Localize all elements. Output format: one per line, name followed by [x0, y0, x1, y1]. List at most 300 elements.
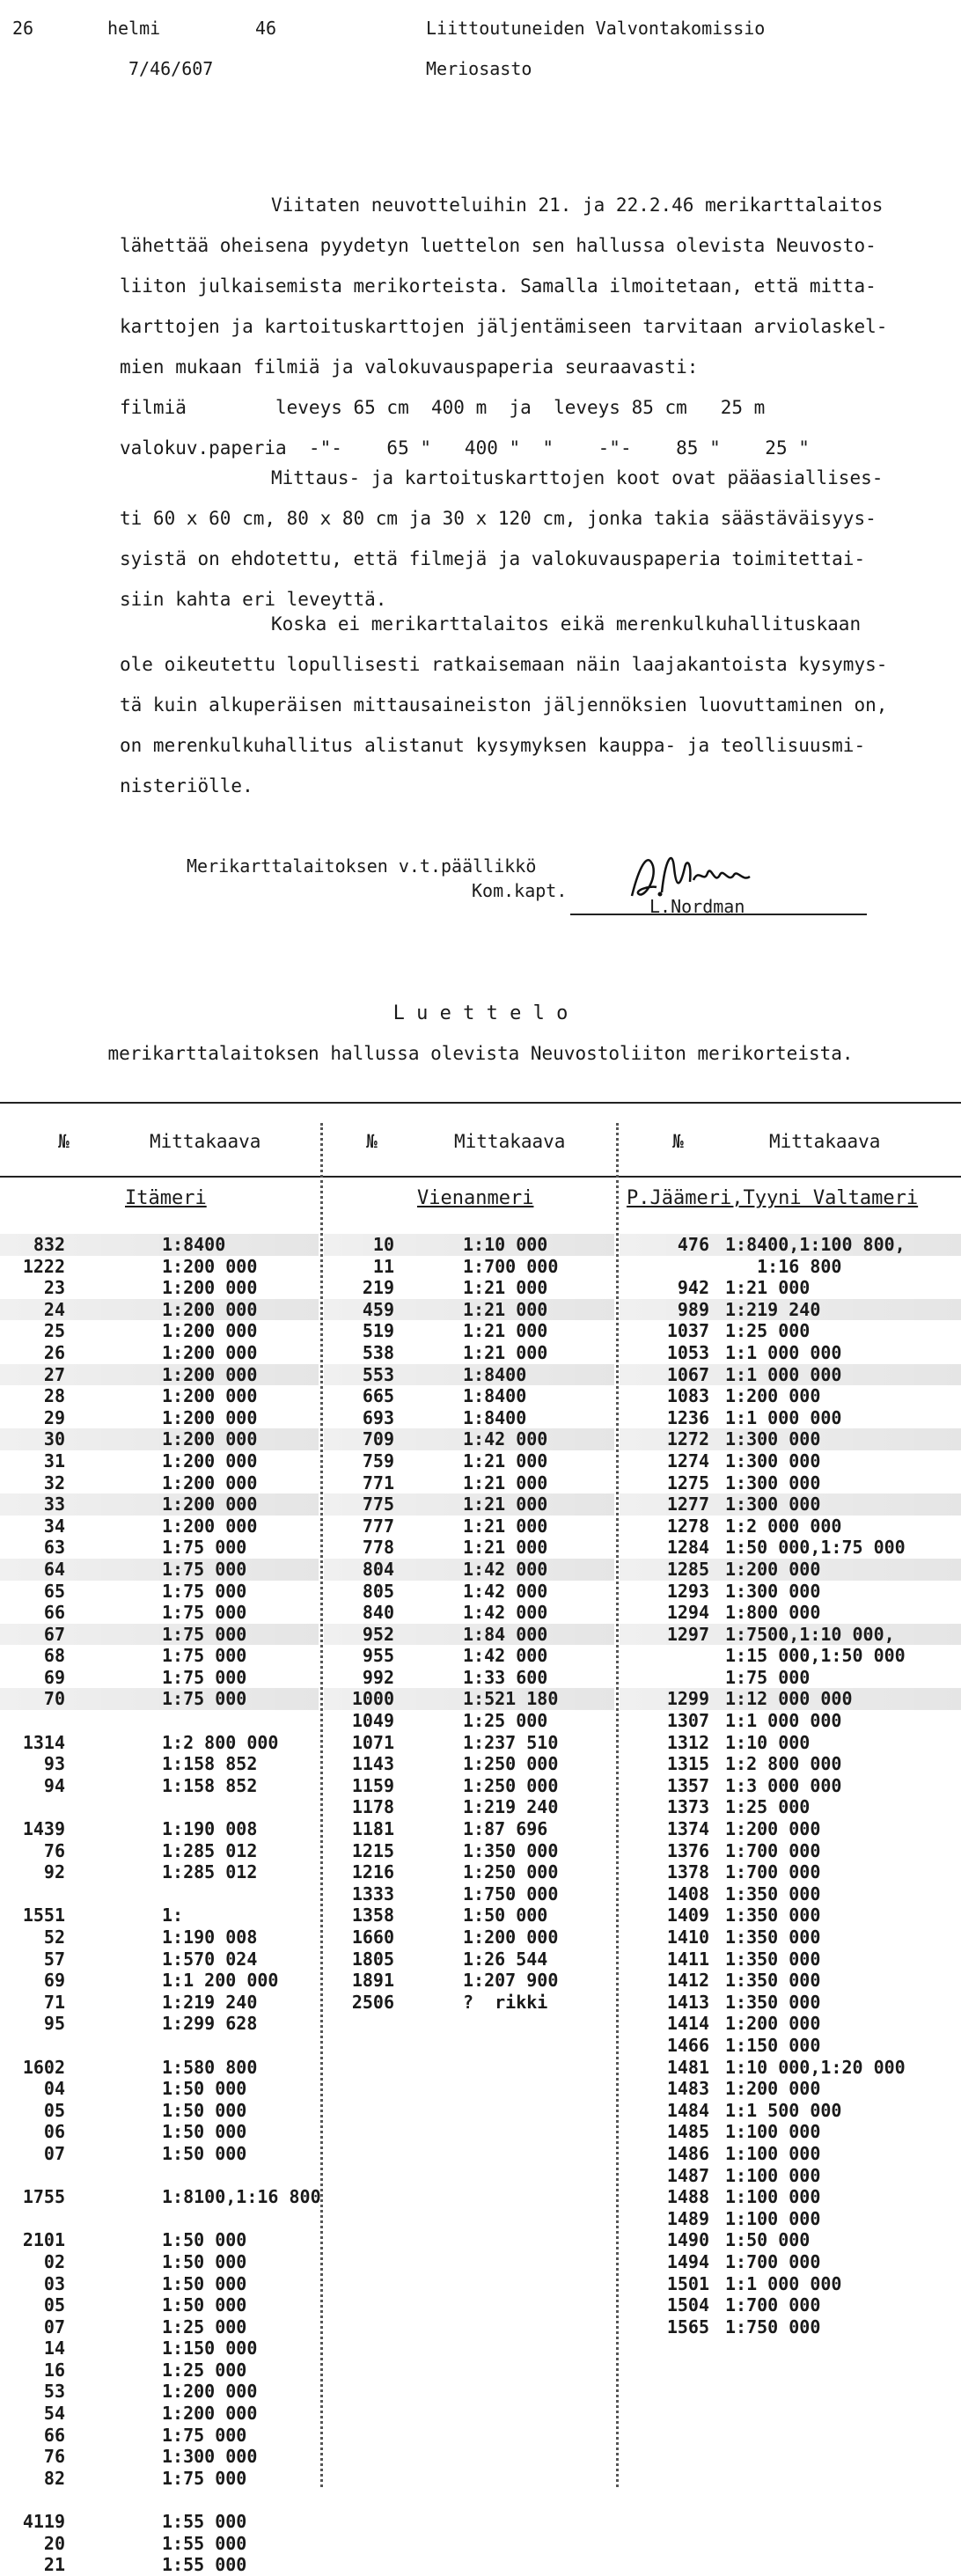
- chart-number: 1501: [666, 2272, 709, 2294]
- chart-scale: 1:50 000: [162, 2272, 247, 2294]
- table-row: [620, 2013, 961, 2035]
- chart-number: 1222: [22, 1255, 65, 1277]
- chart-number: 1489: [666, 2207, 709, 2229]
- signatory-rank: Kom.kapt.: [472, 880, 568, 901]
- chart-number: 1485: [666, 2121, 709, 2143]
- chart-scale: 1:2 800 000: [162, 1731, 279, 1753]
- chart-scale: 1:219 240: [725, 1298, 821, 1320]
- chart-scale: 1:700 000: [725, 1861, 821, 1883]
- chart-scale: ? rikki: [463, 1991, 548, 2013]
- chart-scale: 1:50 000: [463, 1904, 548, 1926]
- chart-number: 1236: [666, 1406, 709, 1428]
- table-row: [0, 2468, 319, 2490]
- table-row: [324, 1299, 614, 1321]
- table-row: [324, 1688, 614, 1710]
- chart-scale: 1:42 000: [463, 1428, 548, 1450]
- chart-number: 1000: [351, 1688, 394, 1710]
- table-row: [620, 1753, 961, 1775]
- chart-number: 476: [677, 1234, 709, 1255]
- chart-number: 1083: [666, 1385, 709, 1407]
- table-row: [620, 2143, 961, 2165]
- table-row: [620, 1970, 961, 1992]
- table-row: [324, 1256, 614, 1278]
- chart-number: 1755: [22, 2186, 65, 2208]
- section-title: P.Jäämeri,Tyyni Valtameri: [627, 1187, 919, 1209]
- chart-scale: 1:750 000: [725, 2315, 821, 2337]
- table-row: [620, 2078, 961, 2100]
- chart-number: 2101: [22, 2229, 65, 2251]
- table-row: [0, 1732, 319, 1754]
- chart-scale: 1:75 000: [162, 1688, 247, 1710]
- chart-number: 1275: [666, 1471, 709, 1493]
- table-row: [0, 1667, 319, 1689]
- table-row: [0, 1970, 319, 1992]
- chart-scale: 1:: [162, 1904, 184, 1926]
- table-row: [324, 1732, 614, 1754]
- header-no: №: [58, 1131, 70, 1152]
- chart-number: 30: [43, 1428, 65, 1450]
- chart-scale: 1:200 000: [162, 1406, 258, 1428]
- p2-line: syistä on ehdotettu, että filmejä ja valokuvauspaperia toimitettai-: [120, 548, 866, 569]
- chart-scale: 1:300 000: [725, 1428, 821, 1450]
- chart-scale: 1:25 000: [162, 2359, 247, 2381]
- p3-line: ole oikeutettu lopullisesti ratkaisemaan näin laajakantoista kysymys-: [120, 654, 888, 675]
- chart-scale: 1:300 000: [725, 1580, 821, 1602]
- table-row: [0, 1710, 319, 1732]
- table-row: [620, 1624, 961, 1646]
- chart-number: 1299: [666, 1688, 709, 1710]
- chart-scale: 1:350 000: [725, 1926, 821, 1948]
- chart-scale: 1:200 000: [162, 1298, 258, 1320]
- table-row: [324, 1645, 614, 1667]
- chart-number: 538: [362, 1341, 394, 1363]
- chart-scale: 1:350 000: [725, 1970, 821, 1992]
- chart-number: 1277: [666, 1493, 709, 1516]
- chart-number: 1602: [22, 2056, 65, 2078]
- paragraph-3: [120, 604, 929, 806]
- table-row: [0, 1796, 319, 1818]
- chart-number: 1565: [666, 2315, 709, 2337]
- table-row: [620, 1320, 961, 1342]
- chart-number: 95: [43, 2013, 65, 2035]
- chart-scale: 1:200 000: [162, 1341, 258, 1363]
- chart-scale: 1:350 000: [725, 1948, 821, 1970]
- table-row: [0, 1364, 319, 1386]
- table-row: [0, 2229, 319, 2251]
- p1-line: lähettää oheisena pyydetyn luettelon sen hallussa olevista Neuvosto-: [120, 235, 877, 256]
- chart-scale: 1:200 000: [162, 1363, 258, 1385]
- table-row: [620, 2229, 961, 2251]
- table-row: [324, 1320, 614, 1342]
- chart-scale: 1:2 000 000: [725, 1515, 842, 1537]
- chart-scale: 1:200 000: [162, 1277, 258, 1299]
- chart-number: 82: [43, 2467, 65, 2489]
- table-row: [324, 1581, 614, 1603]
- chart-number: 840: [362, 1602, 394, 1624]
- table-row: [620, 1234, 961, 1256]
- chart-number: 989: [677, 1298, 709, 1320]
- chart-number: 66: [43, 2424, 65, 2446]
- table-top-rule: [0, 1102, 961, 1104]
- chart-number: 23: [43, 1277, 65, 1299]
- table-row: [620, 1796, 961, 1818]
- chart-scale: 1:158 852: [162, 1774, 258, 1796]
- table-row: [324, 1775, 614, 1797]
- chart-number: 665: [362, 1385, 394, 1407]
- reference-number: 7/46/607: [128, 58, 214, 79]
- column-separator: [320, 1123, 323, 2487]
- table-row: [324, 1602, 614, 1624]
- chart-number: 1484: [666, 2099, 709, 2121]
- column-separator: [616, 1123, 619, 2487]
- page-number: 26: [12, 18, 34, 39]
- table-row: [620, 1516, 961, 1538]
- chart-number: 1486: [666, 2142, 709, 2164]
- chart-number: 1490: [666, 2229, 709, 2251]
- chart-number: 1307: [666, 1710, 709, 1732]
- table-row: [0, 2013, 319, 2035]
- chart-scale: 1:42 000: [463, 1645, 548, 1667]
- chart-number: 26: [43, 1341, 65, 1363]
- table-row: [0, 2554, 319, 2576]
- p2-line: ti 60 x 60 cm, 80 x 80 cm ja 30 x 120 cm, jonka takia säästäväisyys-: [120, 508, 877, 529]
- table-row: [0, 2359, 319, 2382]
- section-title: Vienanmeri: [417, 1187, 534, 1209]
- chart-scale: 1:300 000: [725, 1449, 821, 1471]
- chart-number: 66: [43, 1602, 65, 1624]
- table-row: [620, 2057, 961, 2079]
- chart-scale: 1:8400: [463, 1385, 527, 1407]
- chart-number: 1067: [666, 1363, 709, 1385]
- table-row: [620, 1602, 961, 1624]
- table-row: [0, 2316, 319, 2338]
- chart-scale: 1:190 008: [162, 1818, 258, 1840]
- table-row: [620, 1407, 961, 1429]
- chart-scale: 1:750 000: [463, 1882, 559, 1904]
- chart-number: 1178: [351, 1796, 394, 1818]
- chart-scale: 1:50 000: [162, 2250, 247, 2272]
- chart-scale: 1:200 000: [725, 2013, 821, 2035]
- table-row: [0, 1234, 319, 1256]
- chart-scale: 1:21 000: [463, 1298, 548, 1320]
- chart-scale: 1:21 000: [463, 1493, 548, 1516]
- chart-scale: 1:100 000: [725, 2207, 821, 2229]
- table-row: [620, 2165, 961, 2187]
- chart-scale: 1:100 000: [725, 2121, 821, 2143]
- chart-number: 1358: [351, 1904, 394, 1926]
- chart-number: 24: [43, 1298, 65, 1320]
- chart-number: 07: [43, 2142, 65, 2164]
- chart-scale: 1:21 000: [463, 1471, 548, 1493]
- table-row: [324, 1472, 614, 1494]
- chart-number: 28: [43, 1385, 65, 1407]
- chart-scale: 1:200 000: [162, 1255, 258, 1277]
- chart-scale: 1:219 240: [463, 1796, 559, 1818]
- table-row: [620, 1926, 961, 1949]
- table-row: [0, 1320, 319, 1342]
- chart-scale: 1:7500,1:10 000,: [725, 1623, 895, 1645]
- chart-number: 76: [43, 2446, 65, 2468]
- chart-number: 10: [372, 1234, 394, 1255]
- chart-scale: 1:100 000: [725, 2142, 821, 2164]
- signatory-name: L.Nordman: [649, 896, 745, 917]
- chart-scale: 1:521 180: [463, 1688, 559, 1710]
- chart-scale: 1:50 000: [162, 2294, 247, 2316]
- signatory-title: Merikarttalaitoksen v.t.päällikkö: [187, 855, 537, 877]
- rows: [620, 1234, 961, 2337]
- header-no: №: [366, 1131, 378, 1152]
- table-row: [0, 2057, 319, 2079]
- chart-scale: 1:700 000: [725, 2250, 821, 2272]
- chart-scale: 1:350 000: [463, 1839, 559, 1861]
- chart-number: 1408: [666, 1882, 709, 1904]
- chart-number: 71: [43, 1991, 65, 2013]
- table-row: [620, 1645, 961, 1667]
- chart-scale: 1:75 000: [162, 1602, 247, 1624]
- p1-line: filmiä leveys 65 cm 400 m ja leveys 85 cm 25 m: [120, 397, 766, 418]
- chart-scale: 1:75 000: [162, 1666, 247, 1688]
- year: 46: [255, 18, 277, 39]
- chart-number: 68: [43, 1645, 65, 1667]
- chart-number: 03: [43, 2272, 65, 2294]
- table-row: [0, 2337, 319, 2359]
- chart-number: 1504: [666, 2294, 709, 2316]
- table-row: [0, 1493, 319, 1516]
- table-row: [0, 2035, 319, 2057]
- chart-scale: 1:580 800: [162, 2056, 258, 2078]
- table-row: [0, 1840, 319, 1862]
- chart-number: 1483: [666, 2078, 709, 2100]
- chart-number: 4119: [22, 2511, 65, 2533]
- chart-scale: 1:350 000: [725, 1882, 821, 1904]
- chart-number: 1378: [666, 1861, 709, 1883]
- chart-scale: 1:50 000: [162, 2078, 247, 2100]
- chart-scale: 1:42 000: [463, 1580, 548, 1602]
- table-row: [0, 2511, 319, 2533]
- chart-scale: 1:25 000: [463, 1710, 548, 1732]
- chart-scale: 1:285 012: [162, 1861, 258, 1883]
- table-row: [324, 1992, 614, 2014]
- chart-number: 63: [43, 1537, 65, 1559]
- chart-scale: 1:87 696: [463, 1818, 548, 1840]
- table-row: [324, 1624, 614, 1646]
- chart-number: 1284: [666, 1537, 709, 1559]
- chart-number: 519: [362, 1320, 394, 1342]
- chart-number: 53: [43, 2381, 65, 2403]
- chart-scale: 1:200 000: [725, 1385, 821, 1407]
- chart-number: 1278: [666, 1515, 709, 1537]
- chart-number: 1494: [666, 2250, 709, 2272]
- chart-number: 11: [372, 1255, 394, 1277]
- charts-table: [0, 1102, 961, 2576]
- chart-number: 219: [362, 1277, 394, 1299]
- table-row: [0, 1883, 319, 1905]
- chart-scale: 1:55 000: [162, 2532, 247, 2554]
- table-row: [620, 1667, 961, 1689]
- month: helmi: [107, 18, 161, 39]
- chart-scale: 1:10 000: [463, 1234, 548, 1255]
- chart-number: 76: [43, 1839, 65, 1861]
- chart-number: 1049: [351, 1710, 394, 1732]
- p1-line: karttojen ja kartoituskarttojen jäljentämiseen tarvitaan arviolaskel-: [120, 316, 888, 337]
- chart-number: 02: [43, 2250, 65, 2272]
- table-row: [0, 2446, 319, 2468]
- chart-scale: 1:200 000: [162, 1385, 258, 1407]
- department: Meriosasto: [426, 58, 532, 79]
- header-no: №: [672, 1131, 684, 1152]
- chart-number: 1805: [351, 1948, 394, 1970]
- table-row: [0, 2251, 319, 2273]
- table-row: [324, 1883, 614, 1905]
- table-row: [620, 1385, 961, 1407]
- chart-number: 1488: [666, 2186, 709, 2208]
- table-row: [0, 1602, 319, 1624]
- chart-scale: 1:75 000: [725, 1666, 811, 1688]
- chart-scale: 1:8400: [463, 1406, 527, 1428]
- chart-number: 805: [362, 1580, 394, 1602]
- table-row: [620, 1904, 961, 1926]
- table-row: [620, 2186, 961, 2208]
- chart-scale: 1:200 000: [162, 1515, 258, 1537]
- list-subtitle: merikarttalaitoksen hallussa olevista Neuvostoliiton merikorteista.: [107, 1043, 854, 1064]
- table-row: [324, 1516, 614, 1538]
- table-row: [324, 1559, 614, 1581]
- table-row: [620, 1883, 961, 1905]
- chart-scale: 1:200 000: [162, 1428, 258, 1450]
- table-row: [0, 1949, 319, 1971]
- chart-scale: 1:50 000: [162, 2142, 247, 2164]
- chart-scale: 1:10 000,1:20 000: [725, 2056, 906, 2078]
- chart-scale: 1:150 000: [162, 2337, 258, 2359]
- chart-scale: 1:75 000: [162, 1537, 247, 1559]
- chart-scale: 1:285 012: [162, 1839, 258, 1861]
- organization: Liittoutuneiden Valvontakomissio: [426, 18, 766, 39]
- table-row: [324, 1537, 614, 1559]
- table-row: [324, 1796, 614, 1818]
- chart-number: 04: [43, 2078, 65, 2100]
- chart-scale: 1:12 000 000: [725, 1688, 853, 1710]
- chart-scale: 1:75 000: [162, 1645, 247, 1667]
- section-title: Itämeri: [125, 1187, 207, 1209]
- chart-number: 64: [43, 1558, 65, 1580]
- table-row: [0, 1450, 319, 1472]
- chart-scale: 1:250 000: [463, 1861, 559, 1883]
- p1-line: mien mukaan filmiä ja valokuvauspaperia seuraavasti:: [120, 356, 699, 378]
- chart-scale: 1:8100,1:16 800: [162, 2186, 321, 2208]
- table-row: [0, 1472, 319, 1494]
- table-row: [0, 1926, 319, 1949]
- chart-number: 1374: [666, 1818, 709, 1840]
- chart-scale: 1:50 000: [162, 2099, 247, 2121]
- chart-number: 06: [43, 2121, 65, 2143]
- chart-number: 70: [43, 1688, 65, 1710]
- table-row: [620, 1342, 961, 1364]
- table-row: [0, 2165, 319, 2187]
- chart-number: 942: [677, 1277, 709, 1299]
- chart-scale: 1:50 000: [162, 2121, 247, 2143]
- table-row: [0, 2403, 319, 2425]
- chart-scale: 1:25 000: [725, 1796, 811, 1818]
- chart-number: 1037: [666, 1320, 709, 1342]
- table-row: [0, 1904, 319, 1926]
- chart-scale: 1:8400: [463, 1363, 527, 1385]
- chart-number: 1439: [22, 1818, 65, 1840]
- chart-number: 93: [43, 1753, 65, 1775]
- chart-scale: 1:50 000,1:75 000: [725, 1537, 906, 1559]
- chart-scale: 1:75 000: [162, 1580, 247, 1602]
- chart-scale: 1:350 000: [725, 1991, 821, 2013]
- chart-scale: 1:33 600: [463, 1666, 548, 1688]
- chart-scale: 1:237 510: [463, 1731, 559, 1753]
- chart-scale: 1:100 000: [725, 2186, 821, 2208]
- chart-scale: 1:200 000: [725, 1558, 821, 1580]
- table-row: [620, 1840, 961, 1862]
- chart-scale: 1:42 000: [463, 1558, 548, 1580]
- chart-number: 1373: [666, 1796, 709, 1818]
- table-row: [620, 2035, 961, 2057]
- header-scale: Mittakaava: [769, 1131, 881, 1152]
- table-row: [620, 1256, 961, 1278]
- table-row: [0, 2533, 319, 2555]
- table-row: [324, 1407, 614, 1429]
- chart-scale: 1:200 000: [162, 1471, 258, 1493]
- chart-number: 1274: [666, 1449, 709, 1471]
- table-row: [0, 1775, 319, 1797]
- chart-number: 2506: [351, 1991, 394, 2013]
- chart-number: 67: [43, 1623, 65, 1645]
- chart-number: 1466: [666, 2034, 709, 2056]
- table-row: [0, 2143, 319, 2165]
- table-row: [0, 1818, 319, 1840]
- table-row: [620, 1299, 961, 1321]
- chart-scale: 1:42 000: [463, 1602, 548, 1624]
- table-row: [0, 2273, 319, 2295]
- chart-number: 459: [362, 1298, 394, 1320]
- table-row: [0, 1342, 319, 1364]
- table-row: [620, 1861, 961, 1883]
- chart-number: 33: [43, 1493, 65, 1516]
- table-row: [324, 1710, 614, 1732]
- chart-scale: 1:700 000: [463, 1255, 559, 1277]
- table-row: [324, 1364, 614, 1386]
- table-row: [620, 2251, 961, 2273]
- p3-line: on merenkulkuhallitus alistanut kysymyksen kauppa- ja teollisuusmi-: [120, 735, 866, 756]
- chart-scale: 1:75 000: [162, 1558, 247, 1580]
- chart-scale: 1:21 000: [463, 1320, 548, 1342]
- paragraph-1: [120, 185, 929, 468]
- chart-scale: 1:55 000: [162, 2554, 247, 2576]
- chart-scale: 1:84 000: [463, 1623, 548, 1645]
- table-row: [324, 1667, 614, 1689]
- chart-number: 54: [43, 2403, 65, 2425]
- chart-number: 771: [362, 1471, 394, 1493]
- table-row: [324, 1428, 614, 1450]
- chart-scale: 1:75 000: [162, 1623, 247, 1645]
- chart-number: 775: [362, 1493, 394, 1516]
- chart-scale: 1:21 000: [463, 1449, 548, 1471]
- list-title: L u e t t e l o: [392, 1002, 569, 1024]
- chart-scale: 1:21 000: [725, 1277, 811, 1299]
- chart-scale: 1:2 800 000: [725, 1753, 842, 1775]
- chart-scale: 1:190 008: [162, 1926, 258, 1948]
- chart-number: 777: [362, 1515, 394, 1537]
- chart-scale: 1:21 000: [463, 1515, 548, 1537]
- chart-number: 1053: [666, 1341, 709, 1363]
- chart-scale: 1:10 000: [725, 1731, 811, 1753]
- chart-scale: 1:200 000: [162, 1449, 258, 1471]
- table-row: [620, 2273, 961, 2295]
- chart-scale: 1:250 000: [463, 1753, 559, 1775]
